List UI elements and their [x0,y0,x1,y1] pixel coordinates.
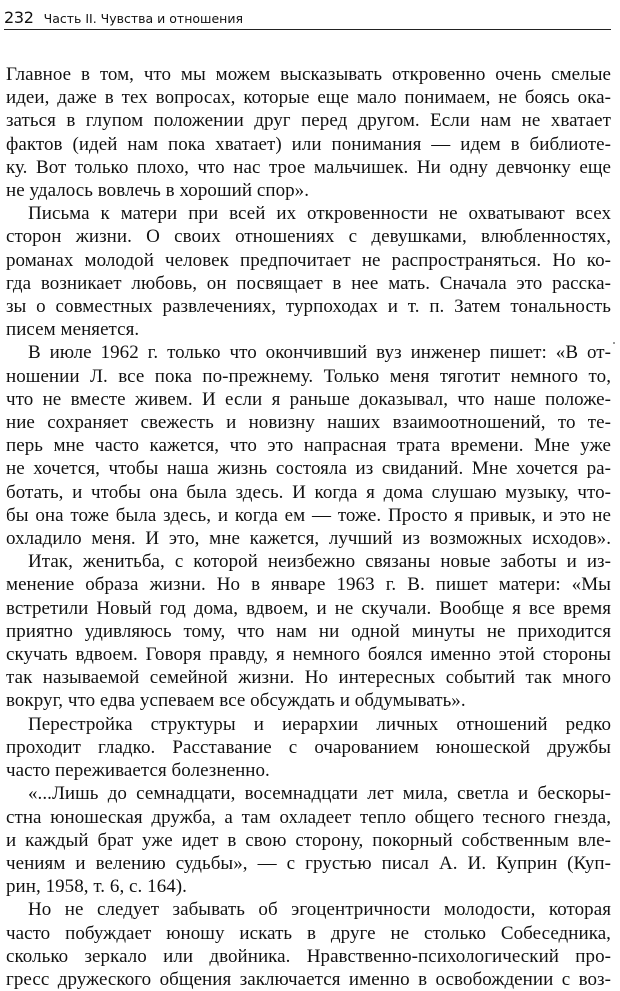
text-line: и каждый брат уже идет в свою сторону, покорный собственным вле- [6,829,611,851]
text-line: писем меняется. [6,319,140,341]
text-line: Итак, женитьба, с которой неизбежно связаны новые заботы и из- [28,551,611,573]
text-line: проходит гладко. Расставание с очарованием юношеской дружбы [6,736,611,758]
text-line: встретили Новый год дома, вдвоем, и не скучали. Вообще я все время [6,597,611,619]
text-line: охладило меня. И это, мне кажется, лучший из возможных исходов». [6,528,611,550]
text-line: Главное в том, что мы можем высказывать откровенно очень смелые [6,64,611,85]
text-line: Но не следует забывать об эгоцентричности молодости, которая [28,899,611,921]
text-line: ботать, и чтобы она была здесь. И когда я дома слушаю музыку, что- [6,481,611,503]
text-line: не удалось вовлечь в хороший спор». [6,180,310,202]
text-line: фактов (идей нам пока хватает) или понимания — идем в библиоте- [6,133,611,155]
text-line: приятно удивляюсь тому, что нам ни одной минуты не приходится [6,620,611,642]
text-line: ние сохраняет свежесть и новизну наших взаимоотношений, то те- [6,412,611,434]
text-line: заться в глупом положении друг перед другом. Если нам не хватает [6,110,611,132]
text-line: В июле 1962 г. только что окончивший вуз инженер пишет: «В от- [28,342,611,364]
body-text [6,63,611,991]
text-line: Письма к матери при всей их откровенности не охватывают всех [28,203,611,225]
text-line: гда возникает любовь, он посвящает в нее мать. Сначала это расска- [6,272,611,294]
text-line: часто переживается болезненно. [6,760,270,782]
text-line: вокруг, что едва успеваем все обсуждать и обдумывать». [6,690,466,712]
text-line: рин, 1958, т. 6, с. 164). [6,876,187,898]
text-line: романах молодой человек предпочитает не распространяться. Но ко- [6,249,611,271]
text-line: менение образа жизни. Но в январе 1963 г. В. пишет матери: «Мы [6,574,611,596]
text-line: сколько зеркало или двойника. Нравственно-психологический про- [6,945,611,967]
page-header [4,0,611,30]
text-line: Перестройка структуры и иерархии личных отношений редко [28,713,611,735]
text-line: скучать вдвоем. Говоря правду, я немного боялся именно этой стороны [6,644,611,666]
text-line: бы она тоже была здесь, и когда ем — тоже. Просто я привык, и это не [6,504,611,526]
text-line: идеи, даже в тех вопросах, которые еще мало понимаем, не боясь ока- [6,87,611,109]
text-line: не хочется, чтобы наша жизнь состояла из свиданий. Мне хочется ра- [6,458,611,480]
text-line: ношении Л. все пока по-прежнему. Только меня тяготит немного то, [6,365,611,387]
text-line: «...Лишь до семнадцати, восемнадцати лет мила, светла и бескоры- [28,783,611,805]
text-line: так называемой семейной жизни. Но интересных событий так много [6,667,611,689]
margin-dot [613,342,615,344]
text-line: гресс дружеского общения заключается именно в освобождении с воз- [6,968,611,990]
text-line: часто побуждает юношу искать в друге не столько Собеседника, [6,922,611,944]
text-line: чениям и велению судьбы», — с грустью писал А. И. Куприн (Куп- [6,852,611,874]
text-line: зы о совместных развлечениях, турпоходах и т. п. Затем тональность [6,296,611,318]
running-head: Часть II. Чувства и отношения [43,10,243,26]
page-number: 232 [4,8,34,27]
text-line: ку. Вот только плохо, что нас трое мальчишек. Ни одну девчонку еще [6,156,611,178]
text-line: стна юношеская дружба, а там охладеет тепло общего тесного гнезда, [6,806,611,828]
text-line: сторон жизни. О своих отношениях с девушками, влюбленностях, [6,226,611,248]
text-line: что не вместе живем. И если я раньше доказывал, что наше положе- [6,388,611,410]
text-line: перь мне часто кажется, что это напрасная трата времени. Мне уже [6,435,611,457]
